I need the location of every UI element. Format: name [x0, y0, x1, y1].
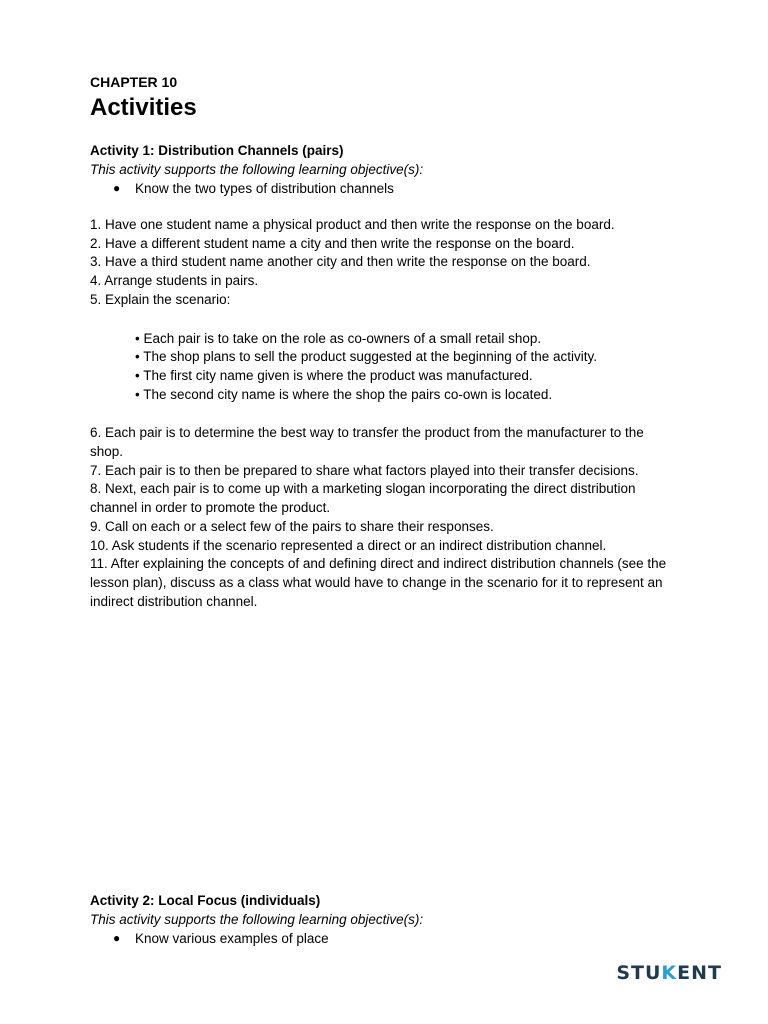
activity-2-objectives	[90, 929, 670, 948]
step-item: 11. After explaining the concepts of and defining direct and indirect distribution channels (see the lesson plan), discuss as a class what would have to change in the scenario for it to represent an indirect distribution channel.	[90, 556, 667, 609]
steps-list-b	[90, 424, 670, 611]
page-header	[90, 73, 670, 123]
scenario-item: • The second city name is where the shop the pairs co-own is located.	[135, 386, 553, 402]
stukent-logo	[616, 962, 722, 984]
bullet-icon: ●	[113, 181, 121, 195]
activity-2-section	[90, 891, 670, 948]
scenario-item: • The first city name given is where the product was manufactured.	[135, 367, 533, 383]
step-item: 3. Have a third student name another city and then write the response on the board.	[90, 254, 591, 270]
activity-1-objective-intro: This activity supports the following learning objective(s):	[90, 162, 424, 177]
activity-1-title: Activity 1: Distribution Channels (pairs)	[90, 143, 344, 158]
objective-item	[90, 179, 670, 198]
steps-list-a	[90, 216, 670, 310]
page-title: Activities	[90, 94, 197, 121]
chapter-label: CHAPTER 10	[90, 74, 178, 90]
activity-2-title: Activity 2: Local Focus (individuals)	[90, 893, 321, 908]
objective-item	[90, 929, 670, 948]
scenario-item: • Each pair is to take on the role as co-owners of a small retail shop.	[135, 330, 542, 346]
step-item: 2. Have a different student name a city and then write the response on the board.	[90, 235, 575, 251]
step-item: 6. Each pair is to determine the best way to transfer the product from the manufacturer to the shop.	[90, 425, 644, 460]
step-item: 8. Next, each pair is to come up with a marketing slogan incorporating the direct distribution channel in order to promote the product.	[90, 481, 636, 516]
step-item: 5. Explain the scenario:	[90, 291, 231, 307]
objective-text: Know the two types of distribution channels	[135, 181, 394, 196]
step-item: 1. Have one student name a physical product and then write the response on the board.	[90, 217, 615, 232]
step-item: 9. Call on each or a select few of the pairs to share their responses.	[90, 518, 494, 534]
step-item: 7. Each pair is to then be prepared to share what factors played into their transfer decisions.	[90, 462, 639, 478]
activity-2-objective-intro: This activity supports the following learning objective(s):	[90, 912, 424, 927]
activity-1-section	[90, 141, 670, 611]
logo-text-part: STU	[616, 962, 662, 984]
objective-text: Know various examples of place	[135, 931, 329, 946]
scenario-list	[90, 330, 670, 405]
step-item: 10. Ask students if the scenario represented a direct or an indirect distribution channel.	[90, 537, 607, 553]
logo-text-part: ENT	[677, 962, 722, 984]
activity-1-objectives	[90, 179, 670, 198]
step-item: 4. Arrange students in pairs.	[90, 273, 259, 289]
scenario-item: • The shop plans to sell the product suggested at the beginning of the activity.	[135, 349, 598, 365]
logo-text-part: K	[661, 962, 678, 984]
bullet-icon: ●	[113, 931, 121, 945]
